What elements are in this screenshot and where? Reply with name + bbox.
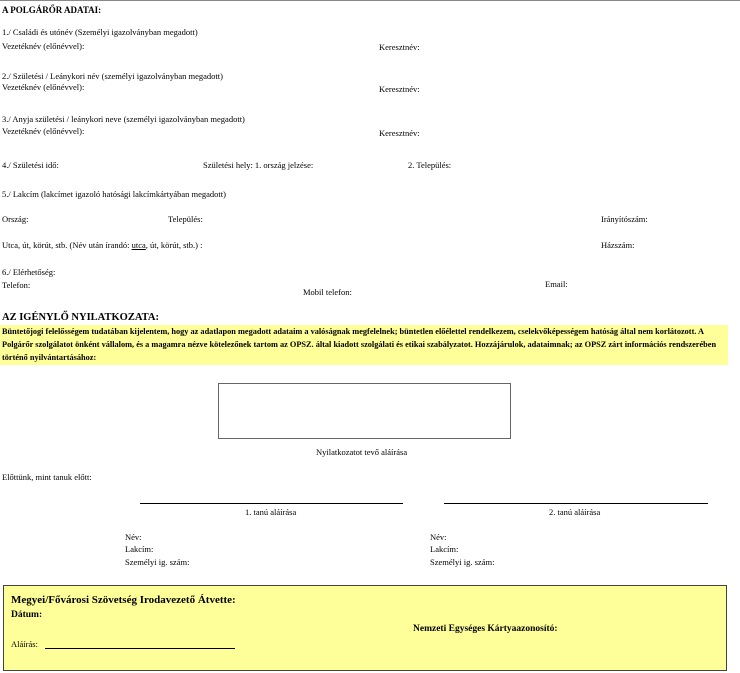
mobile-label: Mobil telefon: [303,287,352,297]
witness1-signature-line[interactable] [140,503,403,504]
sec2-title: 2./ Születési / Leánykori név (személyi igazolványban megadott) [2,71,223,81]
office-title: Megyei/Fővárosi Szövetség Irodavezető Átvette: [11,594,236,606]
declarant-signature-caption: Nyilatkozatot tevő aláírása [316,447,408,457]
page-title: A POLGÁRŐR ADATAI: [2,5,102,15]
phone-label: Telefon: [2,280,31,290]
declaration-title: AZ IGÉNYLŐ NYILATKOZATA: [2,312,159,323]
witness1-caption: 1. tanú aláírása [245,507,297,517]
house-number-label: Házszám: [601,240,635,250]
sec1-surname-label: Vezetéknév (előnévvel): [2,41,85,51]
sec3-given-label: Keresztnév: [379,128,420,138]
country-label: Ország: [2,214,29,224]
witness2-name-label: Név: [430,532,447,542]
office-signature-label: Aláírás: [11,639,38,649]
street-label-suffix: , út, körút, stb.) : [145,240,203,250]
witness-intro: Előttünk, mint tanuk előtt: [2,472,92,482]
email-label: Email: [545,279,568,289]
dob-label: 4./ Születési idő: [2,160,59,170]
sec5-title: 5./ Lakcím (lakcímet igazoló hatósági lakcímkártyában megadott) [2,189,226,199]
street-label-prefix: Utca, út, körút, stb. (Név után írandó: [2,240,132,250]
sec1-given-label: Keresztnév: [379,42,420,52]
top-rule [0,0,740,1]
witness2-address-label: Lakcím: [430,544,459,554]
declaration-text: Büntetőjogi felelősségem tudatában kijelentem, hogy az adatlapon megadott adataim a valóságnak megfelelnek; büntetlen előélettel rendelkezem, cselekvőképességem hatóság által nem korlátozott. A Polgárőr szolgálatot önként vállalom, és a magamra nézve kötelezőnek tartom az OPSZ. által kiadott szolgálati és etikai szabályzatot. Hozzájárulok, adataimnak; az OPSZ zárt információs rendszerében történő nyilvántartásához: [0,325,728,365]
street-label [2,240,202,250]
city-label: Település: [168,214,203,224]
pob-city-label: 2. Település: [408,160,452,170]
witness1-id-label: Személyi ig. szám: [125,557,190,567]
witness2-signature-line[interactable] [444,503,708,504]
declarant-signature-box[interactable] [218,383,511,439]
sec2-given-label: Keresztnév: [379,84,420,94]
witness2-caption: 2. tanú aláírása [549,507,601,517]
street-label-underlined: utca [131,240,146,250]
office-date-label: Dátum: [11,610,43,620]
witness2-id-label: Személyi ig. szám: [430,557,495,567]
office-receipt-box [3,585,727,671]
sec2-surname-label: Vezetéknév (előnévvel): [2,82,85,92]
witness1-name-label: Név: [125,532,142,542]
sec3-surname-label: Vezetéknév (előnévvel): [2,126,85,136]
office-signature-line[interactable] [45,648,235,649]
zip-label: Irányítószám: [601,214,648,224]
office-card-id-label: Nemzeti Egységes Kártyaazonosító: [413,624,558,634]
sec1-title: 1./ Családi és utónév (Személyi igazolványban megadott) [2,27,198,37]
pob-country-label: Születési hely: 1. ország jelzése: [203,160,314,170]
witness1-address-label: Lakcím: [125,544,154,554]
sec6-title: 6./ Elérhetőség: [2,267,56,277]
sec3-title: 3./ Anyja születési / leánykori neve (személyi igazolványban megadott) [2,114,245,124]
